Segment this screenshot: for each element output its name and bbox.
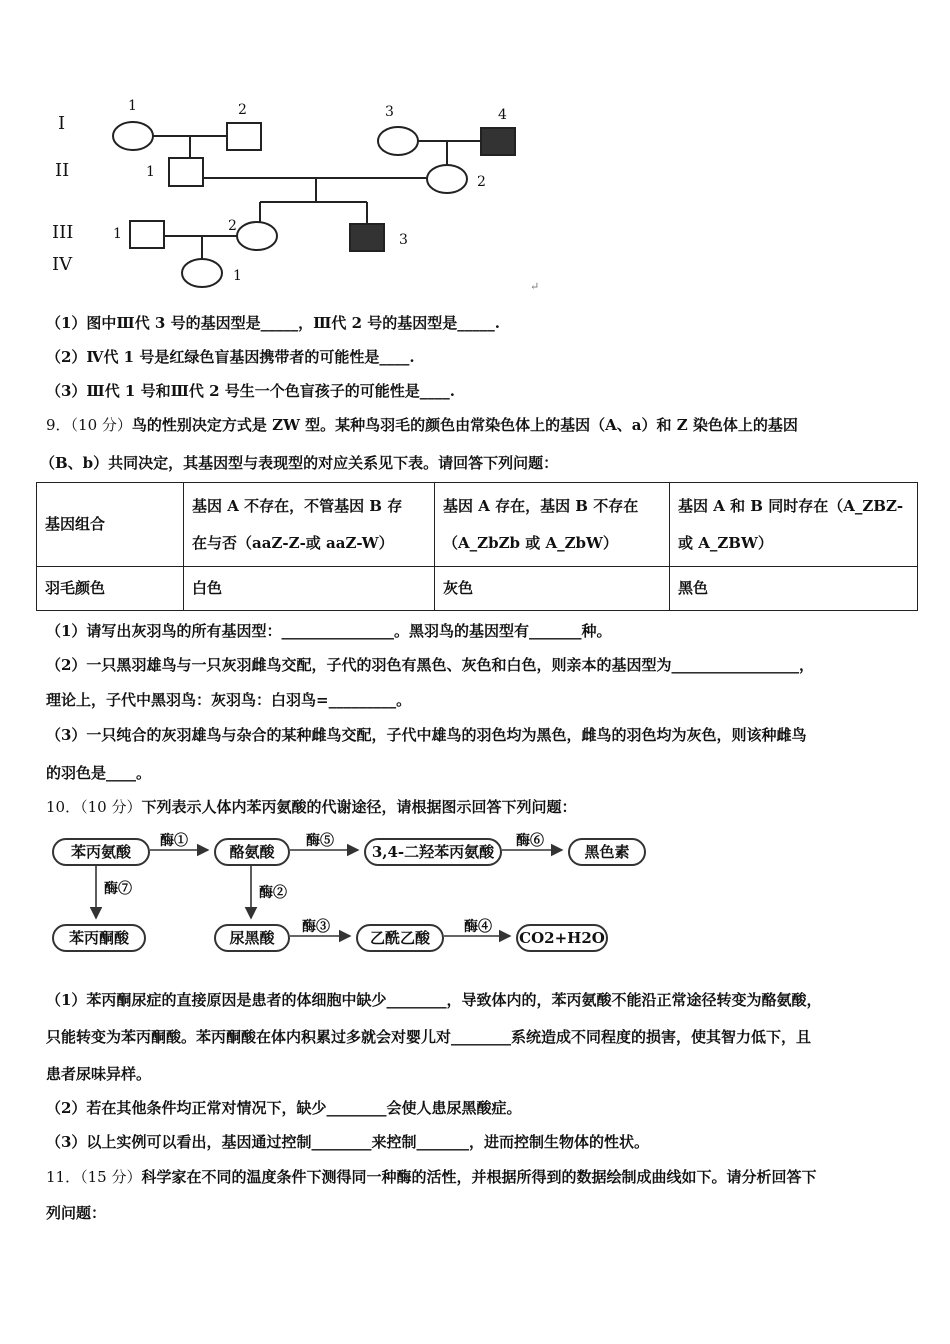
q8-sub1: （1）图中Ⅲ代 3 号的基因型是_____，Ⅲ代 2 号的基因型是_____. — [46, 314, 500, 332]
cell-line: 基因 A 不存在，不管基因 B 存 — [192, 496, 403, 515]
label-enzyme-5: 酶⑤ — [306, 833, 334, 849]
generation-label-IV: IV — [52, 254, 73, 275]
node-melanin: 黑色素 — [568, 838, 646, 866]
male-II-1 — [169, 158, 203, 186]
q10-sub3: （3）以上实例可以看出，基因通过控制________来控制_______，进而控制生物体的性状。 — [46, 1133, 649, 1151]
q11-intro1: 科学家在不同的温度条件下测得同一种酶的活性，并根据所得到的数据绘制成曲线如下。请分析回答下 — [141, 1168, 817, 1186]
node-phenylpyruvic-acid: 苯丙酮酸 — [52, 924, 146, 952]
q8-sub2: （2）Ⅳ代 1 号是红绿色盲基因携带者的可能性是____. — [46, 348, 415, 366]
affected-male-I-4 — [481, 128, 515, 155]
table-header-gene-combo: 基因组合 — [37, 483, 184, 567]
q11-intro-line1 — [46, 1166, 816, 1187]
label-II-1: 1 — [146, 164, 155, 180]
cell-line: 在与否（aaZ-Z-或 aaZ-W） — [192, 533, 394, 552]
table-row — [37, 483, 918, 567]
q9-sub3b: 的羽色是____。 — [46, 764, 152, 782]
generation-label-I: I — [58, 113, 66, 134]
q10-intro-line — [46, 796, 576, 817]
q9-sub2b: 理论上，子代中黑羽鸟：灰羽鸟：白羽鸟=_________。 — [46, 691, 412, 709]
return-mark: ↵ — [530, 280, 540, 293]
q9-sub3a: （3）一只纯合的灰羽雄鸟与杂合的某种雌鸟交配，子代中雄鸟的羽色均为黑色，雌鸟的羽色均为灰色，则该种雌鸟 — [46, 726, 807, 744]
label-I-2: 2 — [238, 102, 247, 118]
table-header-A-no-B — [435, 483, 670, 567]
female-I-1 — [113, 122, 153, 150]
node-acetoacetic-acid: 乙酰乙酸 — [356, 924, 444, 952]
table-cell-gray: 灰色 — [435, 567, 670, 611]
label-IV-1: 1 — [233, 268, 242, 284]
genotype-phenotype-table — [36, 482, 918, 611]
table-row — [37, 567, 918, 611]
q10-sub1c: 患者尿味异样。 — [46, 1065, 152, 1083]
node-dopa: 3,4-二羟苯丙氨酸 — [364, 838, 502, 866]
label-enzyme-1: 酶① — [160, 833, 188, 849]
q9-intro2: （B、b）共同决定，其基因型与表现型的对应关系见下表。请回答下列问题： — [40, 454, 559, 472]
q11-intro2: 列问题： — [46, 1204, 107, 1222]
table-header-no-A — [184, 483, 435, 567]
label-II-2: 2 — [477, 174, 486, 190]
q9-intro1: 鸟的性别决定方式是 ZW 型。某种鸟羽毛的颜色由常染色体上的基因（A、a）和 Z 染色体上的基因 — [131, 416, 798, 434]
pedigree-drawing — [0, 0, 950, 300]
label-I-4: 4 — [498, 107, 507, 123]
label-III-2: 2 — [228, 218, 237, 234]
male-I-2 — [227, 123, 261, 150]
cell-line: 或 A_ZBW） — [678, 533, 773, 552]
table-header-A-and-B — [670, 483, 918, 567]
cell-line: 基因 A 和 B 同时存在（A_ZBZ- — [678, 496, 904, 515]
q8-sub3: （3）Ⅲ代 1 号和Ⅲ代 2 号生一个色盲孩子的可能性是____. — [46, 382, 455, 400]
label-enzyme-7: 酶⑦ — [104, 881, 132, 897]
table-cell-black: 黑色 — [670, 567, 918, 611]
q9-sub2a: （2）一只黑羽雄鸟与一只灰羽雌鸟交配，子代的羽色有黑色、灰色和白色，则亲本的基因型为_________________， — [46, 656, 814, 674]
female-I-3 — [378, 127, 418, 155]
q10-intro: 下列表示人体内苯丙氨酸的代谢途径，请根据图示回答下列问题： — [141, 798, 577, 816]
table-cell-feather-color: 羽毛颜色 — [37, 567, 184, 611]
q9-sub1: （1）请写出灰羽鸟的所有基因型：_______________。黑羽鸟的基因型有_______种。 — [46, 622, 612, 640]
generation-label-II: II — [55, 160, 70, 181]
node-homogentisic-acid: 尿黑酸 — [214, 924, 290, 952]
generation-label-III: III — [52, 222, 74, 243]
q10-sub1b: 只能转变为苯丙酮酸。苯丙酮酸在体内积累过多就会对婴儿对________系统造成不同程度的损害，使其智力低下，且 — [46, 1028, 812, 1046]
q10-number: 10．（10 分） — [46, 798, 142, 816]
female-III-2 — [237, 222, 277, 250]
q9-number: 9．（10 分） — [46, 416, 132, 434]
cell-line: （A_ZbZb 或 A_ZbW） — [443, 533, 618, 552]
label-enzyme-3: 酶③ — [302, 919, 330, 935]
female-II-2 — [427, 165, 467, 193]
label-I-3: 3 — [385, 104, 394, 120]
label-enzyme-2: 酶② — [259, 885, 287, 901]
node-phenylalanine: 苯丙氨酸 — [52, 838, 150, 866]
node-co2-h2o: CO2+H2O — [516, 924, 608, 952]
q10-sub2: （2）若在其他条件均正常对情况下，缺少________会使人患尿黑酸症。 — [46, 1099, 522, 1117]
label-III-3: 3 — [399, 232, 408, 248]
table-cell-white: 白色 — [184, 567, 435, 611]
male-III-1 — [130, 221, 164, 248]
label-I-1: 1 — [128, 98, 137, 114]
node-tyrosine: 酪氨酸 — [214, 838, 290, 866]
q10-sub1a: （1）苯丙酮尿症的直接原因是患者的体细胞中缺少________，导致体内的，苯丙氨酸不能沿正常途径转变为酪氨酸， — [46, 991, 822, 1009]
q11-number: 11．（15 分） — [46, 1168, 142, 1186]
label-III-1: 1 — [113, 226, 122, 242]
affected-male-III-3 — [350, 224, 384, 251]
female-IV-1 — [182, 259, 222, 287]
q9-intro-line1 — [46, 414, 798, 435]
label-enzyme-6: 酶⑥ — [516, 833, 544, 849]
label-enzyme-4: 酶④ — [464, 919, 492, 935]
cell-line: 基因 A 存在，基因 B 不存在 — [443, 496, 639, 515]
